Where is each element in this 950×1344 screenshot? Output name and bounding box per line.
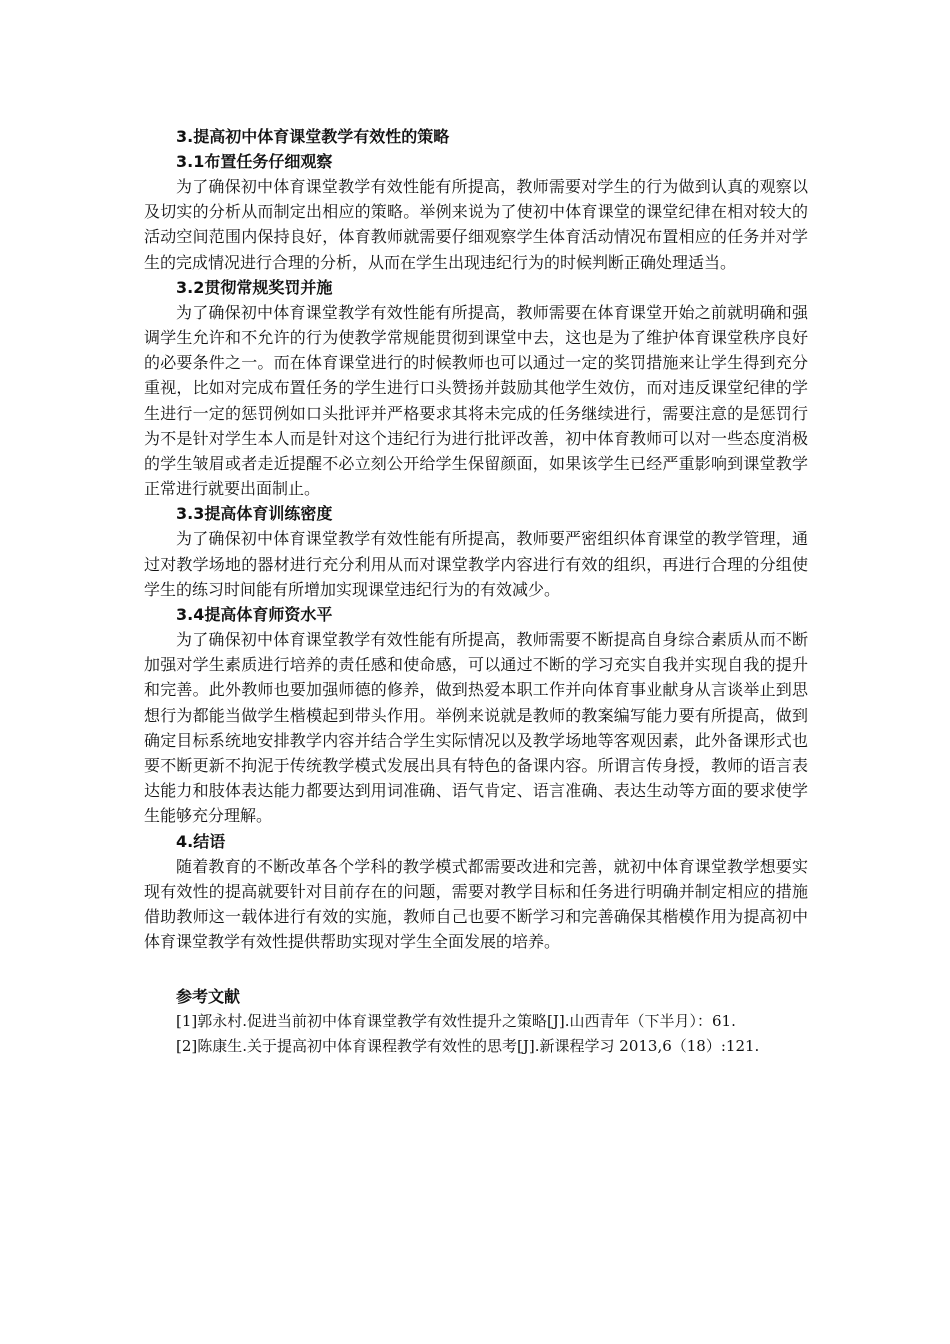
paragraph-3-1: 为了确保初中体育课堂教学有效性能有所提高，教师需要对学生的行为做到认真的观察以及切实的分析从而制定出相应的策略。举例来说为了使初中体育课堂的课堂纪律在相对较大的活动空间范围内保持良好，体育教师就需要仔细观察学生体育活动情况布置相应的任务并对学生的完成情况进行合理的分析，从而在学生出现违纪行为的时候判断正确处理适当。 bbox=[144, 177, 808, 272]
section-heading-3: 3.提高初中体育课堂教学有效性的策略 bbox=[176, 127, 450, 146]
paragraph-3-2: 为了确保初中体育课堂教学有效性能有所提高，教师需要在体育课堂开始之前就明确和强调学生允许和不允许的行为使教学常规能贯彻到课堂中去，这也是为了维护体育课堂秩序良好的必要条件之一。而在体育课堂进行的时候教师也可以通过一定的奖罚措施来让学生得到充分重视，比如对完成布置任务的学生进行口头赞扬并鼓励其他学生效仿，而对违反课堂纪律的学生进行一定的惩罚例如口头批评并严格要求其将未完成的任务继续进行，需要注意的是惩罚行为不是针对学生本人而是针对这个违纪行为进行批评改善，初中体育教师可以对一些态度消极的学生皱眉或者走近提醒不必立刻公开给学生保留颜面，如果该学生已经严重影响到课堂教学正常进行就要出面制止。 bbox=[144, 302, 808, 499]
reference-item-2: [2]陈康生.关于提高初中体育课程教学有效性的思考[J].新课程学习 2013,6（18）:121. bbox=[176, 1037, 760, 1056]
paragraph-3-4: 为了确保初中体育课堂教学有效性能有所提高，教师需要不断提高自身综合素质从而不断加强对学生素质进行培养的责任感和使命感，可以通过不断的学习充实自我并实现自我的提升和完善。此外教师也要加强师德的修养，做到热爱本职工作并向体育事业献身从言谈举止到思想行为都能当做学生楷模起到带头作用。举例来说就是教师的教案编写能力要有所提高，做到确定目标系统地安排教学内容并结合学生实际情况以及教学场地等客观因素，此外备课形式也要不断更新不拘泥于传统教学模式发展出具有特色的备课内容。所谓言传身授，教师的语言表达能力和肢体表达能力都要达到用词准确、语气肯定、语言准确、表达生动等方面的要求使学生能够充分理解。 bbox=[144, 630, 808, 826]
section-heading-4: 4.结语 bbox=[176, 831, 226, 851]
paragraph-4: 随着教育的不断改革各个学科的教学模式都需要改进和完善，就初中体育课堂教学想要实现有效性的提高就要针对目前存在的问题，需要对教学目标和任务进行明确并制定相应的措施借助教师这一载体进行有效的实施，教师自己也要不断学习和完善确保其楷模作用为提高初中体育课堂教学有效性提供帮助实现对学生全面发展的培养。 bbox=[144, 856, 808, 952]
section-heading-3-1: 3.1布置任务仔细观察 bbox=[176, 152, 333, 171]
section-heading-3-3: 3.3提高体育训练密度 bbox=[176, 504, 333, 524]
reference-item-1: [1]郭永村.促进当前初中体育课堂教学有效性提升之策略[J].山西青年（下半月）：61. bbox=[176, 1012, 736, 1031]
section-heading-3-4: 3.4提高体育师资水平 bbox=[176, 605, 333, 625]
paragraph-3-3: 为了确保初中体育课堂教学有效性能有所提高，教师要严密组织体育课堂的教学管理，通过对教学场地的器材进行充分利用从而对课堂教学内容进行有效的组织，再进行合理的分组使学生的练习时间能有所增加实现课堂违纪行为的有效减少。 bbox=[144, 529, 808, 599]
references-heading: 参考文献 bbox=[176, 987, 241, 1007]
section-heading-3-2: 3.2贯彻常规奖罚并施 bbox=[176, 277, 333, 297]
document-page bbox=[144, 124, 808, 1059]
section-spacer bbox=[144, 954, 808, 984]
